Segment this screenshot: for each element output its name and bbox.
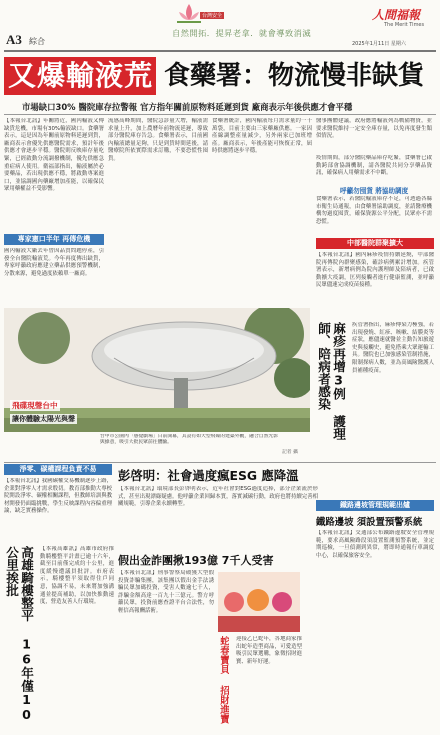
vertical-headline-kaohsiung: 高雄騎樓整平 16年僅10公里挨批 — [4, 546, 34, 722]
snake-body: 迎接乙巳蛇年，各地商家推出蛇年造型商品，可愛造型吸引民眾選購，象徵招財進寶、新年好運。 — [236, 636, 302, 665]
slogan: 自然開拓．提昇老拿．就會導致消滅 — [172, 28, 312, 38]
news-body-2: 疾管署指出，麻疹傳染力極強，若出現發燒、紅疹、咳嗽、結膜炎等症狀，應儘速就醫並主動告知旅遊史與接觸史，避免搭乘大眾運輸工具。醫院也已加強感染管制措施，限制探病人數，並為高風險醫護人員補種疫苗。 — [352, 322, 434, 374]
blue-box-body: 食藥署表示，若醫院輸液庫存不足，可透過各縣市衛生局通報，由食藥署協助調度，並請醫療機構勿過度囤貨，確保資源公平分配，民眾亦不需恐慌。 — [316, 196, 432, 225]
main-body-4: 醫事團體建議，政府應將輸液列為戰備物資，並要求醫院維持一定安全庫存量，以免再度發生類似情況。 — [316, 118, 432, 140]
main-subhead: 市場缺口30% 醫院庫存拉警報 官方指年關前原物料延遲到貨 廠商表示年後供應才會平穩 — [22, 102, 353, 112]
main-body: 【本報台北訊】年關將近，國內輸液又傳缺貨危機，市場有30%輸液缺口。食藥署表示，這是因為年關前原物料延遲到貨，廠商表示會優先供應醫院需求，預計年後供應才會逐步平穩。醫院則反映庫存量吃緊，已經啟動分流調撥機制，優先供應急重症病人使用。衛福部指出，輸液屬於必要藥品，若出現供應不穩，將啟動專案進口，並協調國內藥廠增加產能，以確保民眾用藥權益不受影響。 — [4, 118, 104, 193]
main-body-3: 食藥署統計，國內輸液每月需求量約一千萬袋，目前主要由三家藥廠供應。一家因產線調整產量減少，另外兩家已加班增產。廠商表示，年後產能可恢復正常，屆時供應將逐步平穩。 — [212, 118, 312, 155]
main-body-2: 流感高峰期間，醫院急診量大增，輸液需求量上升，加上農曆年前物流延遲，導致部分醫院庫存告急。食藥署表示，目前國內輸液總量足夠，只是到貨時間延後，請醫療院所依實際需求訂購，不要恐慌性囤貨。 — [108, 118, 208, 162]
subhead-rule — [4, 114, 436, 115]
section-code: A3 — [6, 32, 22, 47]
news-body: 【本報台北訊】國內麻疹疫情持續延燒，中部醫院再傳院內群聚感染，確診病例累計增加。疾管署表示，新增病例為院內護理師及陪病者，已啟動擴大疫調，匡列接觸者進行健康監測，並呼籲民眾儘速完成疫苗接種。 — [316, 252, 434, 289]
paper-en: The Merit Times — [384, 22, 425, 28]
snake-photo — [218, 572, 300, 632]
bottom-left-header: 淨零、碳權課程負責不易 — [4, 464, 112, 475]
slogan-tag: 台灣安全 — [202, 13, 223, 19]
blue-box-title: 呼籲勿囤貨 將協助調度 — [340, 187, 409, 195]
vertical-headline-measles: 麻疹再增3例 護理師、陪病者感染 — [316, 322, 346, 441]
photo-caption: 台中市公園內「感覺劇場」日前開幕，其設有如大型飛碟的建築外觀，融合自然光影與綠意，吸引大批民眾前往體驗。 — [100, 434, 278, 446]
box1-title: 專家憲口半年 再傳危機 — [4, 234, 104, 245]
rail-headline: 鐵路邊坡 須設置預警系統 — [316, 517, 423, 528]
esg-headline: 彭啓明：社會過度瘋ESG 應降溫 — [118, 468, 299, 483]
paper-name: 人間福報 — [372, 8, 421, 22]
bottom-right-header: 鐵路邊坡管理規範出爐 — [316, 500, 434, 511]
masthead — [0, 0, 440, 56]
box1-body: 國內輸液大廠去年曾因品質問題停產，引發全台醫院輸液荒。今年再度傳出缺貨，專家呼籲政府應建立藥品供應預警機制，分散來源，避免過度依賴單一廠商。 — [4, 248, 104, 277]
photo-credit: 記者 攝 — [282, 450, 298, 455]
middle-rule — [4, 462, 436, 463]
fraud-body: 【本報台北訊】刑事警察局破獲大型假投資詐騙集團，該集團以假出金手法誘騙民眾加碼投資，受害人數逾七千人，詐騙金額高達一百九十三億元。警方呼籲民眾，投資前應查證平台合法性，勿輕信高報酬話術。 — [118, 570, 214, 614]
snake-headline: 蛇春寶貝 招財進寶 — [218, 636, 229, 724]
date: 2025年1月11日 星期六 — [352, 41, 406, 47]
bottom-left-body-2: 【本報高雄訊】高雄市政府推動騎樓整平計畫已逾十六年，截至目前僅完成約十公里，進度緩慢遭議員批評。市府表示，騎樓整平須取得住戶同意，協調不易，未來將加強溝通並提高補助，以加快推動速度，營造友善人行環境。 — [40, 546, 114, 606]
section-name: 綜合 — [29, 37, 45, 46]
rail-body: 【本報台北訊】交通部公布鐵路邊坡安全管理規範，要求高風險路段須設置監測預警系統，並定期巡檢，一旦偵測到異常，將即時通報行車調度中心，以確保旅客安全。 — [316, 530, 434, 559]
lotus-logo — [175, 2, 203, 26]
photo-title: 飛碟現聲台中 — [12, 401, 58, 410]
headline-black: 食藥署：物流慢非缺貨 — [164, 61, 425, 91]
fraud-headline: 假出金詐團揪193億 7千人受害 — [118, 554, 274, 567]
headline-red: 又爆輸液荒 — [8, 59, 154, 92]
main-headline — [4, 57, 436, 97]
news-header: 中部醫院群聚擴大 — [316, 238, 434, 249]
ufo-photo — [4, 308, 310, 432]
bottom-left-body: 【本報台北訊】我國碳權交易機制逐步上路，企業對淨零人才需求殷切。教育部推動大專校院開設淨零、碳權相關課程，但教師培訓與教材開發仍面臨挑戰，學生反映課程內容偏重理論，缺乏實務操作。 — [4, 478, 112, 515]
photo-subtitle: 讓你體驗太陽光與聲 — [12, 415, 75, 423]
esg-body: 【本報台北訊】環境部長彭啓明表示，近年社會對ESG過度追捧，部分企業流於形式，甚至出現漂綠疑慮。他呼籲企業回歸本質，落實減碳行動，政府也將持續完善相關規範，引導企業永續轉型。 — [118, 486, 318, 508]
masthead-rule — [4, 50, 436, 52]
right-top-body: 疫情期間，部分醫院藥品庫存吃緊，食藥署已啟動跨部會協調機制，請各醫院共同分享藥品資訊，確保病人用藥需求不中斷。 — [316, 155, 432, 177]
